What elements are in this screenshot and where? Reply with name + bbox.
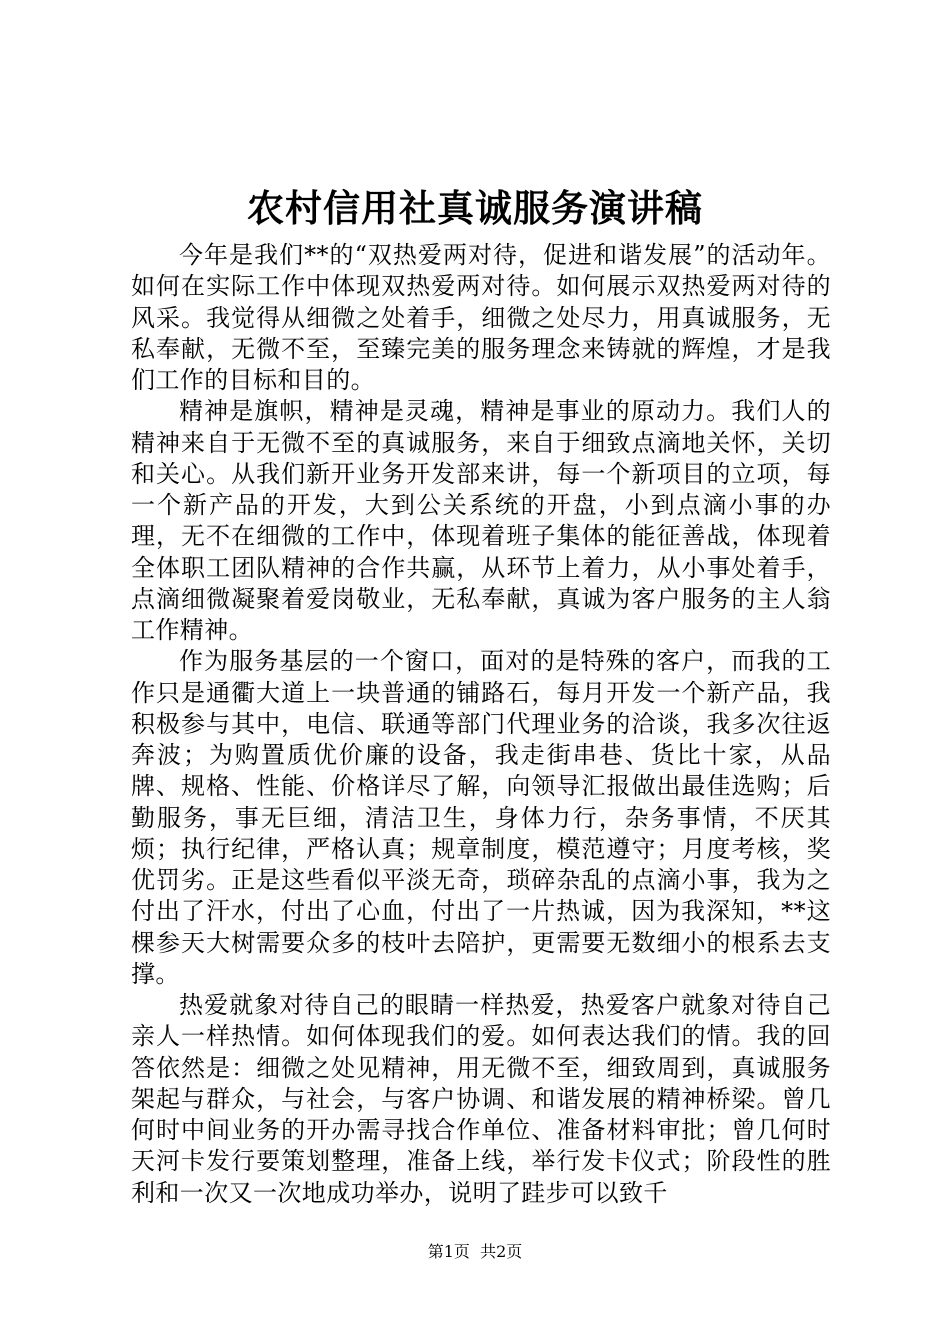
page-footer [0,1242,950,1262]
page-number-current: 第1页 [427,1242,470,1261]
paragraph: 今年是我们**的“双热爱两对待，促进和谐发展”的活动年。如何在实际工作中体现双热爱两对待。如何展示双热爱两对待的风采。我觉得从细微之处着手，细微之处尽力，用真诚服务，无私奉献，无微不至，至臻完美的服务理念来铸就的辉煌，才是我们工作的目标和目的。 [131,241,831,394]
paragraph: 精神是旗帜，精神是灵魂，精神是事业的原动力。我们人的精神来自于无微不至的真诚服务，来自于细致点滴地关怀，关切和关心。从我们新开业务开发部来讲，每一个新项目的立项，每一个新产品的开发，大到公关系统的开盘，小到点滴小事的办理，无不在细微的工作中，体现着班子集体的能征善战，体现着全体职工团队精神的合作共赢，从环节上着力，从小事处着手，点滴细微凝聚着爱岗敬业，无私奉献，真诚为客户服务的主人翁工作精神。 [131,397,831,644]
document-body [131,240,831,1209]
paragraph: 作为服务基层的一个窗口，面对的是特殊的客户，而我的工作只是通衢大道上一块普通的铺路石，每月开发一个新产品，我积极参与其中，电信、联通等部门代理业务的洽谈，我多次往返奔波；为购置质优价廉的设备，我走街串巷、货比十家，从品牌、规格、性能、价格详尽了解，向领导汇报做出最佳选购；后勤服务，事无巨细，清洁卫生，身体力行，杂务事情，不厌其烦；执行纪律，严格认真；规章制度，模范遵守；月度考核，奖优罚劣。正是这些看似平淡无奇，琐碎杂乱的点滴小事，我为之付出了汗水，付出了心血，付出了一片热诚，因为我深知，**这棵参天大树需要众多的枝叶去陪护，更需要无数细小的根系去支撑。 [131,647,831,988]
paragraph: 热爱就象对待自己的眼睛一样热爱，热爱客户就象对待自己亲人一样热情。如何体现我们的爱。如何表达我们的情。我的回答依然是：细微之处见精神，用无微不至，细致周到，真诚服务架起与群众，与社会，与客户协调、和谐发展的精神桥梁。曾几何时中间业务的开办需寻找合作单位、准备材料审批；曾几何时天河卡发行要策划整理，准备上线，举行发卡仪式；阶段性的胜利和一次又一次地成功举办，说明了跬步可以致千 [131,991,831,1207]
page-number-total: 共2页 [480,1242,523,1261]
document-title: 农村信用社真诚服务演讲稿 [247,186,703,230]
